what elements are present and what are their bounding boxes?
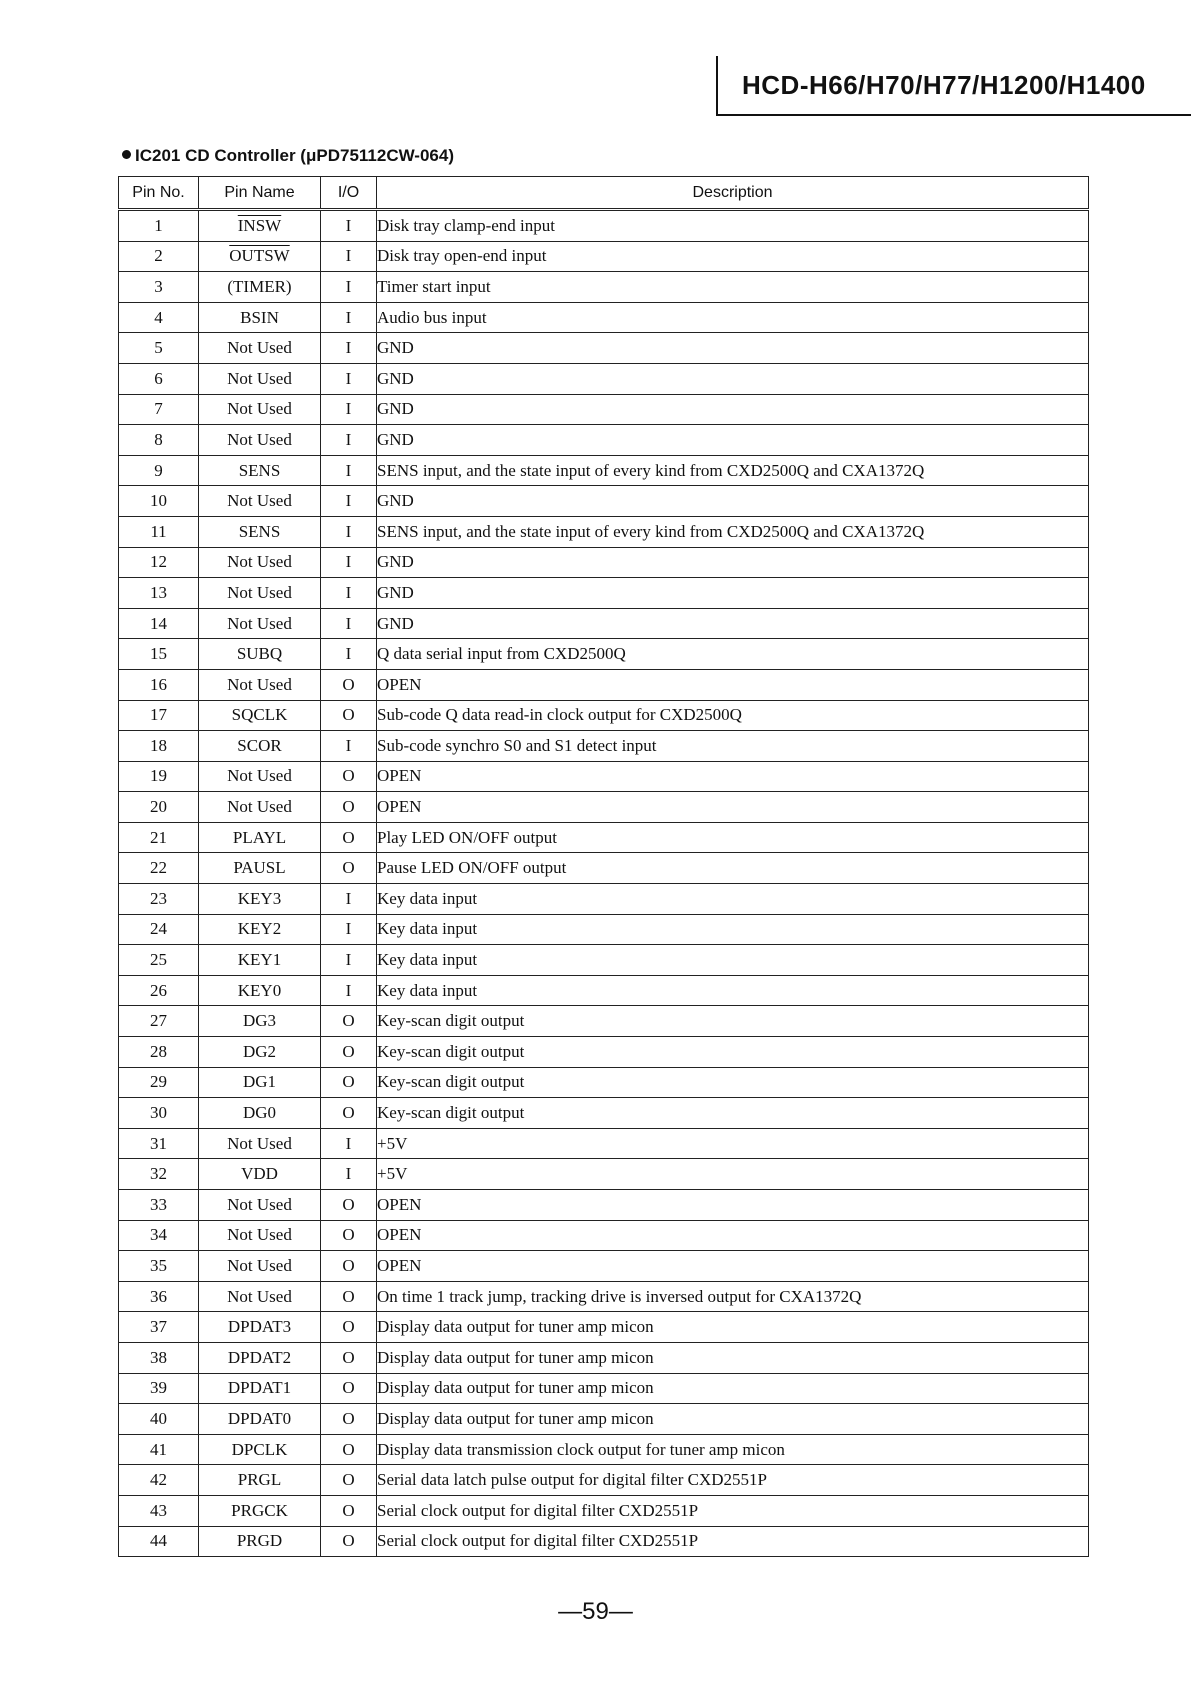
- bullet-icon: [122, 150, 131, 159]
- pin-name-cell: DPDAT0: [199, 1404, 321, 1435]
- pin-io-cell: O: [321, 1373, 377, 1404]
- column-header-pin-name: Pin Name: [199, 177, 321, 210]
- pin-name-cell: DPDAT1: [199, 1373, 321, 1404]
- pin-number-cell: 11: [119, 516, 199, 547]
- table-row: [119, 1465, 1089, 1496]
- pin-io-cell: I: [321, 884, 377, 915]
- pin-number-cell: 12: [119, 547, 199, 578]
- pin-number-cell: 7: [119, 394, 199, 425]
- pin-description-cell: Key data input: [377, 884, 1089, 915]
- pin-io-cell: I: [321, 241, 377, 272]
- pin-io-cell: O: [321, 1037, 377, 1068]
- pin-description-cell: GND: [377, 425, 1089, 456]
- pin-description-cell: Key-scan digit output: [377, 1006, 1089, 1037]
- pin-description-cell: Q data serial input from CXD2500Q: [377, 639, 1089, 670]
- pin-name-cell: Not Used: [199, 486, 321, 517]
- table-row: [119, 455, 1089, 486]
- table-row: [119, 516, 1089, 547]
- pin-description-cell: Key data input: [377, 975, 1089, 1006]
- table-row: [119, 822, 1089, 853]
- pin-io-cell: O: [321, 1281, 377, 1312]
- pin-name-cell: SQCLK: [199, 700, 321, 731]
- pin-number-cell: 29: [119, 1067, 199, 1098]
- pin-number-cell: 5: [119, 333, 199, 364]
- table-row: [119, 1190, 1089, 1221]
- pin-number-cell: 25: [119, 945, 199, 976]
- pin-number-cell: 3: [119, 272, 199, 303]
- pin-number-cell: 10: [119, 486, 199, 517]
- pin-number-cell: 19: [119, 761, 199, 792]
- table-row: [119, 1281, 1089, 1312]
- pin-description-cell: Disk tray open-end input: [377, 241, 1089, 272]
- pin-number-cell: 6: [119, 363, 199, 394]
- pin-io-cell: I: [321, 516, 377, 547]
- page-number: —59—: [558, 1598, 633, 1625]
- pin-number-cell: 28: [119, 1037, 199, 1068]
- pin-number-cell: 41: [119, 1434, 199, 1465]
- pin-description-cell: Serial clock output for digital filter CXD2551P: [377, 1526, 1089, 1557]
- pin-number-cell: 8: [119, 425, 199, 456]
- pin-name-cell: PRGD: [199, 1526, 321, 1557]
- pin-description-cell: Serial clock output for digital filter CXD2551P: [377, 1495, 1089, 1526]
- pin-io-cell: O: [321, 761, 377, 792]
- pin-io-cell: I: [321, 425, 377, 456]
- pin-description-cell: Key data input: [377, 914, 1089, 945]
- pin-description-cell: GND: [377, 486, 1089, 517]
- pin-io-cell: I: [321, 394, 377, 425]
- pin-number-cell: 2: [119, 241, 199, 272]
- section-title-text: IC201 CD Controller (μPD75112CW-064): [135, 146, 454, 165]
- pin-description-cell: Play LED ON/OFF output: [377, 822, 1089, 853]
- pin-io-cell: I: [321, 945, 377, 976]
- pin-name-cell: SENS: [199, 455, 321, 486]
- pin-name-cell: DPDAT3: [199, 1312, 321, 1343]
- pin-name-cell: SCOR: [199, 731, 321, 762]
- table-row: [119, 975, 1089, 1006]
- table-row: [119, 1159, 1089, 1190]
- pin-description-cell: Sub-code synchro S0 and S1 detect input: [377, 731, 1089, 762]
- pin-io-cell: O: [321, 700, 377, 731]
- pin-number-cell: 30: [119, 1098, 199, 1129]
- table-row: [119, 639, 1089, 670]
- pin-description-cell: OPEN: [377, 669, 1089, 700]
- pin-number-cell: 36: [119, 1281, 199, 1312]
- pin-name-cell: DPDAT2: [199, 1342, 321, 1373]
- pin-description-cell: Key-scan digit output: [377, 1067, 1089, 1098]
- table-row: [119, 700, 1089, 731]
- pin-number-cell: 32: [119, 1159, 199, 1190]
- pin-table: [118, 176, 1089, 1557]
- pin-number-cell: 27: [119, 1006, 199, 1037]
- pin-io-cell: I: [321, 302, 377, 333]
- table-row: [119, 1037, 1089, 1068]
- table-row: [119, 1220, 1089, 1251]
- pin-name-cell: Not Used: [199, 1190, 321, 1221]
- pin-io-cell: O: [321, 1067, 377, 1098]
- pin-description-cell: Disk tray clamp-end input: [377, 210, 1089, 242]
- pin-io-cell: I: [321, 914, 377, 945]
- pin-description-cell: +5V: [377, 1159, 1089, 1190]
- pin-number-cell: 18: [119, 731, 199, 762]
- pin-io-cell: O: [321, 1312, 377, 1343]
- table-row: [119, 486, 1089, 517]
- pin-io-cell: I: [321, 333, 377, 364]
- pin-io-cell: I: [321, 455, 377, 486]
- pin-io-cell: O: [321, 1251, 377, 1282]
- pin-io-cell: I: [321, 975, 377, 1006]
- table-row: [119, 914, 1089, 945]
- table-row: [119, 1312, 1089, 1343]
- pin-name-cell: PLAYL: [199, 822, 321, 853]
- pin-name-cell: Not Used: [199, 669, 321, 700]
- pin-description-cell: Serial data latch pulse output for digital filter CXD2551P: [377, 1465, 1089, 1496]
- table-row: [119, 1067, 1089, 1098]
- pin-number-cell: 33: [119, 1190, 199, 1221]
- pin-description-cell: Key-scan digit output: [377, 1037, 1089, 1068]
- table-row: [119, 363, 1089, 394]
- pin-description-cell: GND: [377, 363, 1089, 394]
- pin-name-cell: PRGCK: [199, 1495, 321, 1526]
- pin-name-cell: Not Used: [199, 608, 321, 639]
- table-row: [119, 1098, 1089, 1129]
- pin-number-cell: 20: [119, 792, 199, 823]
- pin-io-cell: I: [321, 639, 377, 670]
- pin-name-cell: KEY3: [199, 884, 321, 915]
- pin-number-cell: 16: [119, 669, 199, 700]
- pin-description-cell: Display data output for tuner amp micon: [377, 1312, 1089, 1343]
- pin-description-cell: Timer start input: [377, 272, 1089, 303]
- pin-number-cell: 15: [119, 639, 199, 670]
- pin-description-cell: SENS input, and the state input of every kind from CXD2500Q and CXA1372Q: [377, 516, 1089, 547]
- pin-name-cell: Not Used: [199, 1220, 321, 1251]
- table-row: [119, 1251, 1089, 1282]
- pin-name-cell: Not Used: [199, 425, 321, 456]
- table-row: [119, 1373, 1089, 1404]
- table-row: [119, 578, 1089, 609]
- pin-number-cell: 17: [119, 700, 199, 731]
- pin-description-cell: +5V: [377, 1128, 1089, 1159]
- pin-number-cell: 43: [119, 1495, 199, 1526]
- pin-number-cell: 44: [119, 1526, 199, 1557]
- table-row: [119, 792, 1089, 823]
- pin-number-cell: 24: [119, 914, 199, 945]
- pin-name-cell: SENS: [199, 516, 321, 547]
- pin-number-cell: 42: [119, 1465, 199, 1496]
- table-row: [119, 302, 1089, 333]
- pin-number-cell: 4: [119, 302, 199, 333]
- table-row: [119, 1342, 1089, 1373]
- table-row: [119, 945, 1089, 976]
- pin-name-cell: Not Used: [199, 394, 321, 425]
- pin-description-cell: Display data transmission clock output for tuner amp micon: [377, 1434, 1089, 1465]
- table-row: [119, 333, 1089, 364]
- pin-number-cell: 22: [119, 853, 199, 884]
- pin-number-cell: 26: [119, 975, 199, 1006]
- pin-name-cell: Not Used: [199, 761, 321, 792]
- pin-description-cell: Pause LED ON/OFF output: [377, 853, 1089, 884]
- pin-name-cell: DG0: [199, 1098, 321, 1129]
- pin-name-cell: Not Used: [199, 1128, 321, 1159]
- pin-description-cell: OPEN: [377, 792, 1089, 823]
- pin-name-cell: OUTSW: [199, 241, 321, 272]
- pin-io-cell: O: [321, 1098, 377, 1129]
- pin-description-cell: SENS input, and the state input of every kind from CXD2500Q and CXA1372Q: [377, 455, 1089, 486]
- table-row: [119, 853, 1089, 884]
- table-row: [119, 608, 1089, 639]
- table-row: [119, 1434, 1089, 1465]
- table-row: [119, 1006, 1089, 1037]
- table-row: [119, 547, 1089, 578]
- pin-name-cell: SUBQ: [199, 639, 321, 670]
- pin-name-cell: Not Used: [199, 363, 321, 394]
- pin-io-cell: O: [321, 1190, 377, 1221]
- pin-name-cell: KEY2: [199, 914, 321, 945]
- pin-name-cell: DG3: [199, 1006, 321, 1037]
- pin-number-cell: 21: [119, 822, 199, 853]
- pin-io-cell: O: [321, 1404, 377, 1435]
- pin-number-cell: 39: [119, 1373, 199, 1404]
- table-row: [119, 1526, 1089, 1557]
- table-header-row: [119, 177, 1089, 210]
- pin-io-cell: I: [321, 272, 377, 303]
- pin-number-cell: 13: [119, 578, 199, 609]
- pin-io-cell: O: [321, 669, 377, 700]
- pin-description-cell: GND: [377, 333, 1089, 364]
- column-header-pin-no: Pin No.: [119, 177, 199, 210]
- pin-number-cell: 38: [119, 1342, 199, 1373]
- pin-name-cell: INSW: [199, 210, 321, 242]
- pin-description-cell: Audio bus input: [377, 302, 1089, 333]
- pin-io-cell: O: [321, 1342, 377, 1373]
- pin-number-cell: 23: [119, 884, 199, 915]
- pin-name-cell: Not Used: [199, 1251, 321, 1282]
- pin-io-cell: I: [321, 1128, 377, 1159]
- pin-io-cell: O: [321, 792, 377, 823]
- pin-number-cell: 40: [119, 1404, 199, 1435]
- pin-io-cell: I: [321, 608, 377, 639]
- pin-description-cell: On time 1 track jump, tracking drive is inversed output for CXA1372Q: [377, 1281, 1089, 1312]
- pin-name-cell: DPCLK: [199, 1434, 321, 1465]
- pin-io-cell: O: [321, 1465, 377, 1496]
- pin-io-cell: O: [321, 1526, 377, 1557]
- pin-number-cell: 31: [119, 1128, 199, 1159]
- table-row: [119, 394, 1089, 425]
- pin-io-cell: O: [321, 1495, 377, 1526]
- pin-io-cell: O: [321, 1006, 377, 1037]
- section-title: [122, 146, 454, 166]
- pin-io-cell: O: [321, 1434, 377, 1465]
- table-row: [119, 1495, 1089, 1526]
- pin-description-cell: Display data output for tuner amp micon: [377, 1404, 1089, 1435]
- pin-name-cell: Not Used: [199, 547, 321, 578]
- pin-name-cell: PRGL: [199, 1465, 321, 1496]
- column-header-io: I/O: [321, 177, 377, 210]
- pin-io-cell: I: [321, 486, 377, 517]
- pin-description-cell: OPEN: [377, 1251, 1089, 1282]
- pin-description-cell: GND: [377, 547, 1089, 578]
- pin-name-cell: Not Used: [199, 578, 321, 609]
- pin-number-cell: 37: [119, 1312, 199, 1343]
- pin-name-cell: VDD: [199, 1159, 321, 1190]
- pin-io-cell: O: [321, 1220, 377, 1251]
- table-row: [119, 669, 1089, 700]
- pin-io-cell: I: [321, 210, 377, 242]
- pin-description-cell: Display data output for tuner amp micon: [377, 1373, 1089, 1404]
- pin-io-cell: I: [321, 363, 377, 394]
- pin-io-cell: I: [321, 547, 377, 578]
- table-row: [119, 1404, 1089, 1435]
- column-header-description: Description: [377, 177, 1089, 210]
- pin-io-cell: O: [321, 853, 377, 884]
- pin-number-cell: 35: [119, 1251, 199, 1282]
- pin-name-cell: PAUSL: [199, 853, 321, 884]
- table-row: [119, 884, 1089, 915]
- pin-description-cell: Key data input: [377, 945, 1089, 976]
- pin-number-cell: 9: [119, 455, 199, 486]
- pin-description-cell: GND: [377, 608, 1089, 639]
- pin-name-cell: DG1: [199, 1067, 321, 1098]
- pin-io-cell: I: [321, 578, 377, 609]
- pin-description-cell: OPEN: [377, 1190, 1089, 1221]
- table-row: [119, 272, 1089, 303]
- pin-name-cell: KEY0: [199, 975, 321, 1006]
- pin-name-cell: DG2: [199, 1037, 321, 1068]
- pin-description-cell: Sub-code Q data read-in clock output for CXD2500Q: [377, 700, 1089, 731]
- pin-name-cell: BSIN: [199, 302, 321, 333]
- pin-name-cell: Not Used: [199, 792, 321, 823]
- pin-io-cell: I: [321, 731, 377, 762]
- pin-description-cell: Key-scan digit output: [377, 1098, 1089, 1129]
- table-row: [119, 1128, 1089, 1159]
- pin-name-cell: Not Used: [199, 1281, 321, 1312]
- pin-name-cell: KEY1: [199, 945, 321, 976]
- pin-description-cell: GND: [377, 394, 1089, 425]
- table-row: [119, 731, 1089, 762]
- table-row: [119, 761, 1089, 792]
- pin-name-cell: Not Used: [199, 333, 321, 364]
- pin-number-cell: 14: [119, 608, 199, 639]
- pin-description-cell: GND: [377, 578, 1089, 609]
- pin-name-cell: (TIMER): [199, 272, 321, 303]
- pin-number-cell: 34: [119, 1220, 199, 1251]
- pin-description-cell: OPEN: [377, 761, 1089, 792]
- table-row: [119, 425, 1089, 456]
- pin-io-cell: O: [321, 822, 377, 853]
- pin-number-cell: 1: [119, 210, 199, 242]
- table-row: [119, 210, 1089, 242]
- pin-description-cell: Display data output for tuner amp micon: [377, 1342, 1089, 1373]
- pin-description-cell: OPEN: [377, 1220, 1089, 1251]
- page-header-title: HCD-H66/H70/H77/H1200/H1400: [742, 70, 1146, 100]
- table-row: [119, 241, 1089, 272]
- pin-table-body: [119, 210, 1089, 1557]
- pin-io-cell: I: [321, 1159, 377, 1190]
